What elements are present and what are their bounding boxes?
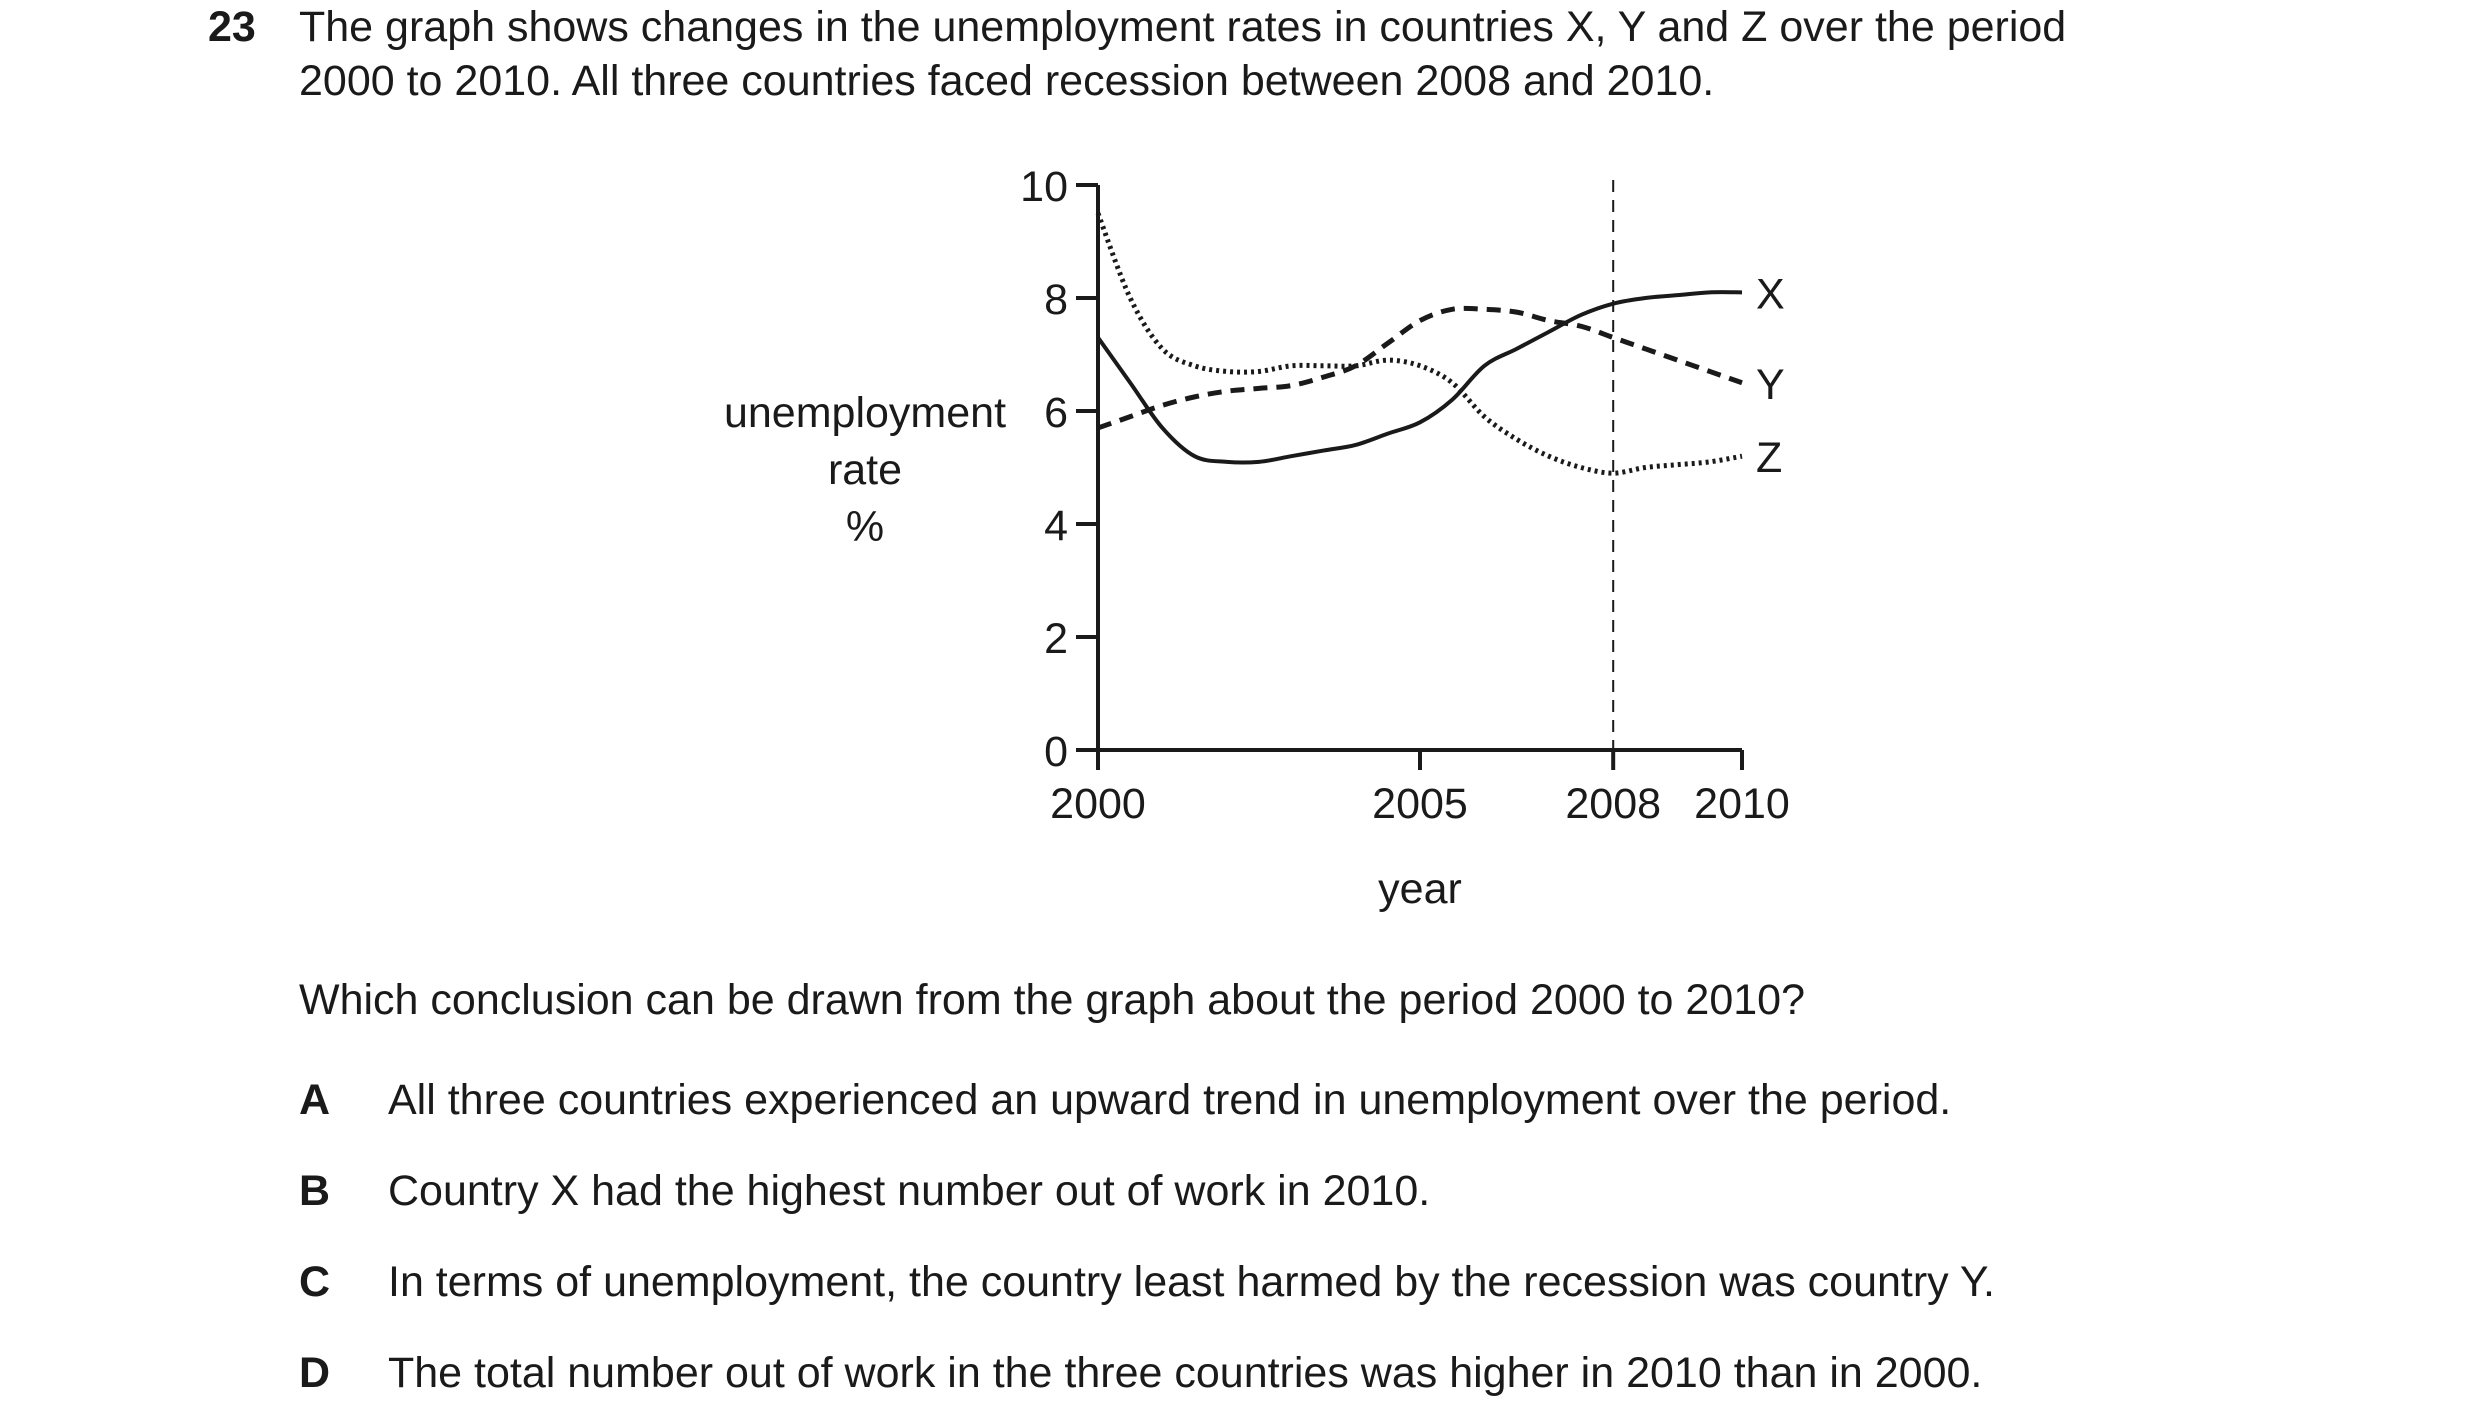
- option-letter: B: [299, 1167, 331, 1215]
- y-axis-label: %: [845, 503, 885, 551]
- option-text: In terms of unemployment, the country least harmed by the recession was country Y.: [388, 1258, 1995, 1306]
- series-line-x: [1098, 292, 1742, 462]
- y-tick-label: 4: [1044, 502, 1068, 550]
- option-text: Country X had the highest number out of work in 2010.: [388, 1167, 1431, 1215]
- stem-line-1: The graph shows changes in the unemployment rates in countries X, Y and Z over the period: [299, 3, 2067, 51]
- y-tick-label: 2: [1044, 615, 1068, 663]
- question-prompt: Which conclusion can be drawn from the graph about the period 2000 to 2010?: [299, 976, 1805, 1024]
- stem-line-2: 2000 to 2010. All three countries faced recession between 2008 and 2010.: [299, 57, 1715, 105]
- y-tick-label: 10: [1020, 163, 1068, 211]
- series-label-x: X: [1756, 270, 1785, 319]
- option-text: The total number out of work in the three countries was higher in 2010 than in 2000.: [388, 1349, 1983, 1397]
- option-letter: D: [299, 1349, 331, 1397]
- series-label-z: Z: [1756, 434, 1783, 483]
- x-tick-label: 2000: [1050, 780, 1146, 828]
- x-tick-label: 2010: [1694, 780, 1790, 828]
- y-tick-label: 8: [1044, 276, 1068, 324]
- x-axis-label: year: [1378, 865, 1462, 913]
- series-line-z: [1098, 213, 1742, 473]
- x-tick-label: 2005: [1372, 780, 1468, 828]
- y-axis-label: unemployment: [723, 389, 1007, 437]
- x-tick-label: 2008: [1565, 780, 1662, 828]
- y-tick-label: 6: [1044, 389, 1068, 437]
- y-axis-label: rate: [827, 446, 903, 494]
- question-number: 23: [208, 3, 256, 51]
- option-text: All three countries experienced an upward trend in unemployment over the period.: [388, 1076, 1952, 1124]
- option-letter: A: [299, 1076, 331, 1124]
- series-label-y: Y: [1756, 360, 1785, 409]
- y-tick-label: 0: [1044, 728, 1068, 776]
- series-line-y: [1098, 308, 1742, 428]
- option-letter: C: [299, 1258, 331, 1306]
